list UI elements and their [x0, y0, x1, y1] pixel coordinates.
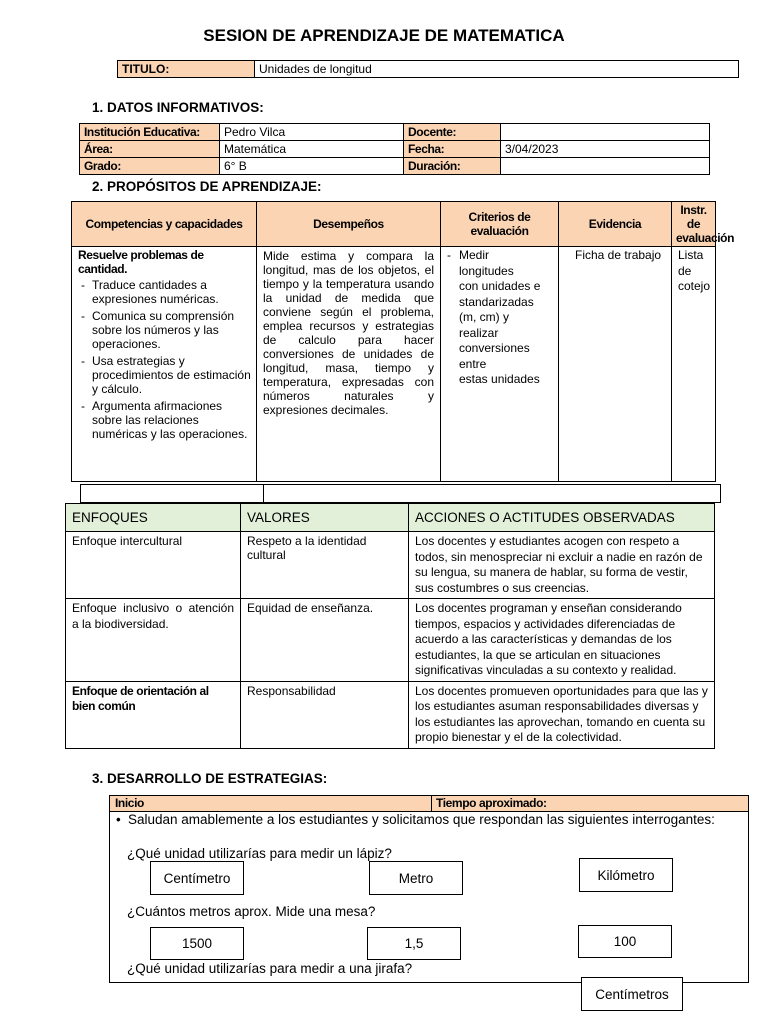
titulo-table: [117, 60, 739, 78]
answer-option-centimetro[interactable]: Centímetro: [150, 861, 244, 895]
titulo-label: TITULO:: [118, 61, 255, 78]
header-valores: VALORES: [241, 504, 409, 532]
datos-table: [79, 123, 710, 175]
propositos-heading: 2. PROPÓSITOS DE APRENDIZAJE:: [92, 179, 322, 194]
intro-paragraph: Saludan amablemente a los estudiantes y solicitamos que respondan las siguientes interrogantes:: [128, 812, 715, 827]
header-evidencia: Evidencia: [559, 202, 672, 247]
enfoque-cell: Enfoque inclusivo o atención a la biodiversidad.: [66, 599, 241, 682]
answer-option-kilometro[interactable]: Kilómetro: [579, 858, 673, 892]
institucion-label: Institución Educativa:: [80, 124, 220, 141]
propositos-table: [71, 201, 735, 482]
answer-option-100[interactable]: 100: [578, 925, 672, 958]
question-2: ¿Cuántos metros aprox. Mide una mesa?: [127, 904, 376, 919]
header-divider: [431, 796, 432, 811]
competencias-cell: [72, 247, 257, 482]
capacidad-item: - Traduce cantidades a expresiones numéricas.: [92, 278, 252, 306]
tiempo-label: Tiempo aproximado:: [436, 796, 547, 810]
area-label: Área:: [80, 141, 220, 158]
capacidad-item: - Argumenta afirmaciones sobre las relaciones numéricas y las operaciones.: [92, 399, 252, 441]
enfoque-cell: Enfoque intercultural: [66, 532, 241, 599]
fecha-label: Fecha:: [404, 141, 501, 158]
accion-cell: Los docentes promueven oportunidades para que las y los estudiantes asuman responsabilidades diversas y los estudiantes las aprovechan, tomando en cuenta su propio bienestar y el de la colectividad.: [409, 681, 715, 748]
header-instrumento: Instr. de evaluación: [672, 202, 716, 247]
docente-value: [501, 124, 710, 141]
criterio-line: realizar: [459, 325, 499, 340]
answer-option-1500[interactable]: 1500: [150, 927, 244, 960]
criterio-dash: -: [447, 248, 451, 262]
header-acciones: ACCIONES O ACTITUDES OBSERVADAS: [409, 504, 715, 532]
answer-option-metro[interactable]: Metro: [369, 861, 463, 895]
criterio-line: longitudes: [459, 263, 514, 278]
datos-heading: 1. DATOS INFORMATIVOS:: [92, 100, 264, 115]
grado-label: Grado:: [80, 158, 220, 175]
header-enfoques: ENFOQUES: [66, 504, 241, 532]
capacidades-list: [78, 278, 252, 441]
titulo-value: Unidades de longitud: [255, 61, 739, 78]
question-1: ¿Qué unidad utilizarías para medir un lápiz?: [127, 846, 392, 861]
header-desempenos: Desempeños: [257, 202, 441, 247]
enfoque-cell: Enfoque de orientación al bien común: [66, 681, 241, 748]
valor-cell: Respeto a la identidad cultural: [241, 532, 409, 599]
inicio-label: Inicio: [115, 796, 144, 810]
fecha-value: 3/04/2023: [501, 141, 710, 158]
criterio-line: entre: [459, 356, 487, 371]
grado-value: 6° B: [220, 158, 404, 175]
criterio-line: con unidades e: [459, 279, 541, 293]
accion-cell: Los docentes programan y enseñan considerando tiempos, espacios y actividades diferenciadas de acuerdo a las características y demandas de los estudiantes, la que se articulan en situaciones significativas vinculadas a su contexto y realidad.: [409, 599, 715, 682]
criterio-line: standarizadas: [459, 294, 534, 309]
answer-option-centimetros[interactable]: Centímetros: [581, 977, 683, 1011]
desarrollo-heading: 3. DESARROLLO DE ESTRATEGIAS:: [92, 771, 328, 786]
answer-option-1-5[interactable]: 1,5: [367, 927, 461, 960]
duracion-value: [501, 158, 710, 175]
question-3: ¿Qué unidad utilizarías para medir a una jirafa?: [127, 961, 413, 976]
accion-cell: Los docentes y estudiantes acogen con respeto a todos, sin menospreciar ni excluir a nadie en razón de su lengua, su manera de hablar, su forma de vestir, sus costumbres o sus creencias.: [409, 532, 715, 599]
empty-strip: [80, 484, 721, 503]
criterio-line: estas unidades: [459, 372, 540, 386]
duracion-label: Duración:: [404, 158, 501, 175]
table-row: [66, 599, 715, 682]
criterios-cell: [441, 247, 559, 482]
bullet-icon: •: [116, 812, 121, 827]
institucion-value: Pedro Vilca: [220, 124, 404, 141]
criterio-line: conversiones: [459, 341, 530, 355]
inicio-header: [110, 796, 748, 812]
intro-text: [116, 812, 742, 827]
instrumento-cell: Lista de cotejo: [672, 247, 716, 482]
competencia-title: Resuelve problemas de cantidad.: [78, 248, 204, 276]
evidencia-cell: Ficha de trabajo: [559, 247, 672, 482]
table-row: [66, 532, 715, 599]
header-criterios: Criterios de evaluación: [441, 202, 559, 247]
header-competencias: Competencias y capacidades: [72, 202, 257, 247]
valor-cell: Responsabilidad: [241, 681, 409, 748]
criterio-line: Medir: [459, 248, 490, 262]
criterio-line: (m, cm) y: [459, 310, 509, 324]
page-title: SESION DE APRENDIZAJE DE MATEMATICA: [203, 26, 565, 45]
docente-label: Docente:: [404, 124, 501, 141]
capacidad-item: - Usa estrategias y procedimientos de estimación y cálculo.: [92, 354, 252, 396]
capacidad-item: - Comunica su comprensión sobre los números y las operaciones.: [92, 309, 252, 351]
desempeno-cell: Mide estima y compara la longitud, mas de los objetos, el tiempo y la temperatura usando la unidad de medida que conviene según el problema, emplea recursos y estrategias de calculo para hacer conversiones de unidades de longitud, masa, tiempo y temperatura, expresadas con números naturales y expresiones decimales.: [257, 247, 441, 482]
table-row: [66, 681, 715, 748]
empty-strip-divider: [263, 484, 264, 503]
enfoques-table: [65, 503, 715, 749]
area-value: Matemática: [220, 141, 404, 158]
valor-cell: Equidad de enseñanza.: [241, 599, 409, 682]
